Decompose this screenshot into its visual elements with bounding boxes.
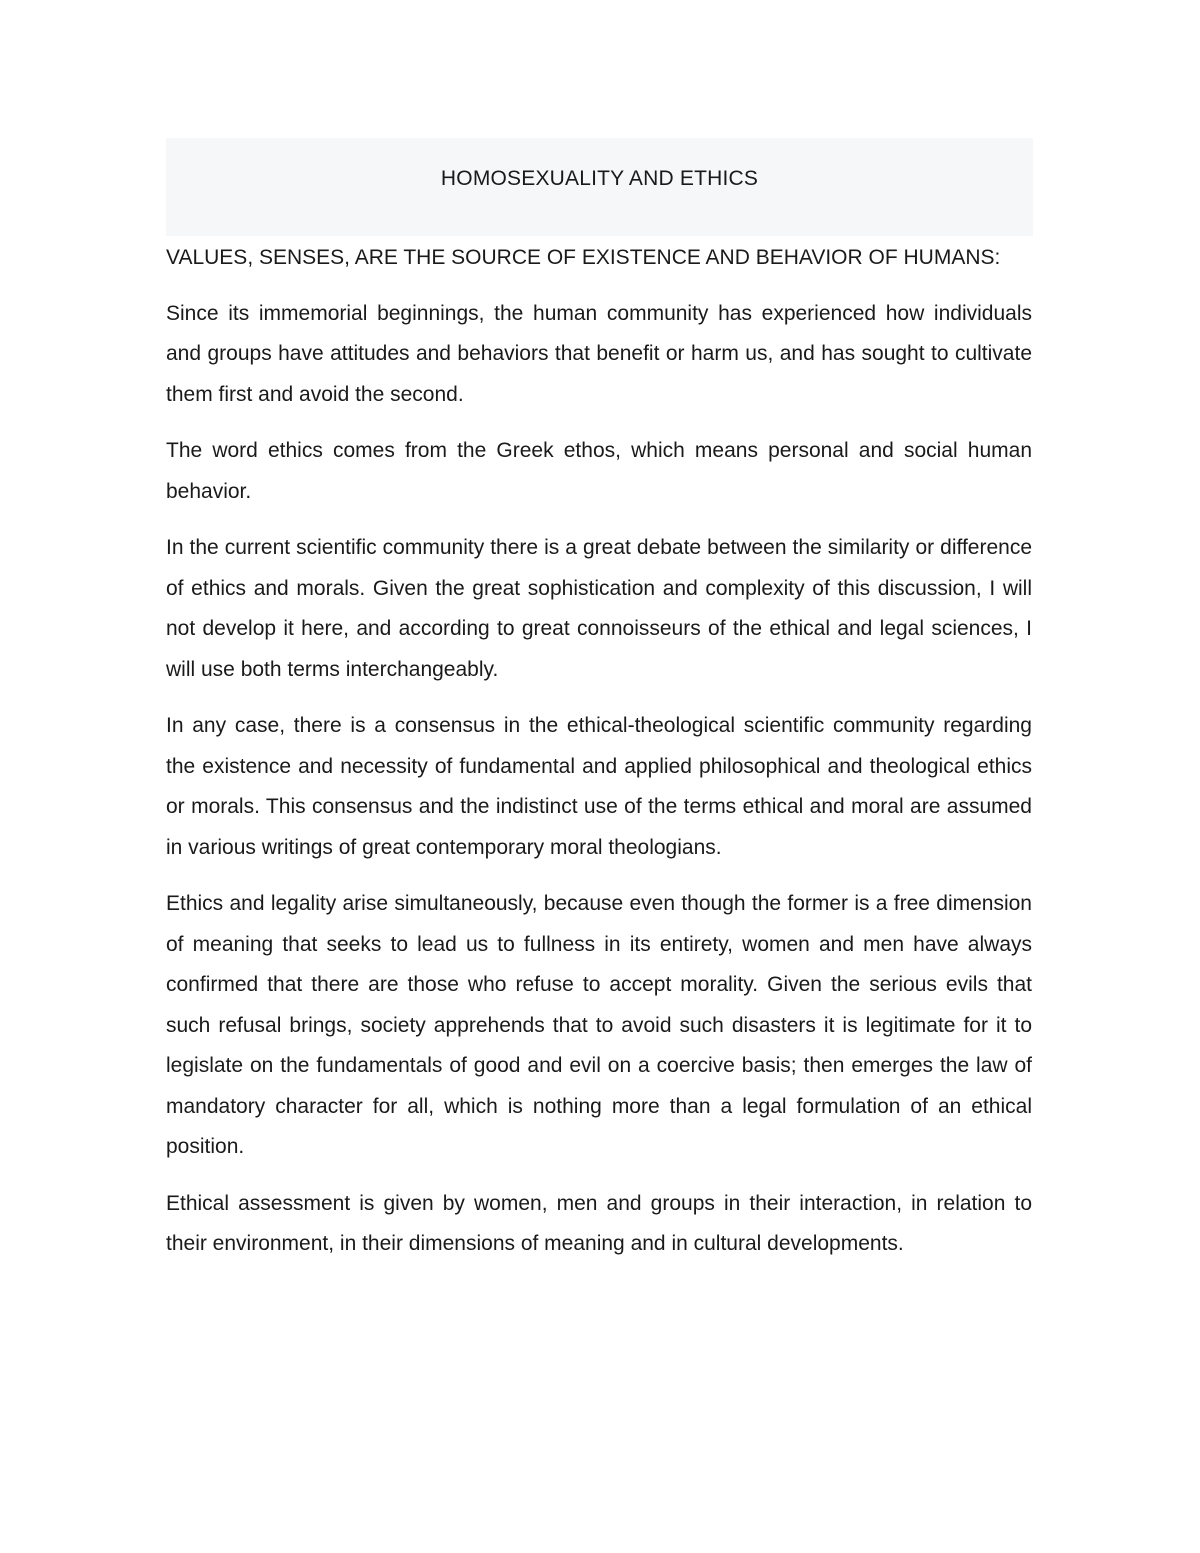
document-body	[166, 238, 1032, 1281]
paragraph-5: Ethics and legality arise simultaneously, because even though the former is a free dimension of meaning that seeks to lead us to fullness in its entirety, women and men have always confirmed that there are those who refuse to accept morality. Given the serious evils that such refusal brings, society apprehends that to avoid such disasters it is legitimate for it to legislate on the fundamentals of good and evil on a coercive basis; then emerges the law of mandatory character for all, which is nothing more than a legal formulation of an ethical position.	[166, 892, 1032, 1158]
paragraph-6: Ethical assessment is given by women, men and groups in their interaction, in relation to their environment, in their dimensions of meaning and in cultural developments.	[166, 1191, 1032, 1255]
section-heading: VALUES, SENSES, ARE THE SOURCE OF EXISTENCE AND BEHAVIOR OF HUMANS:	[166, 246, 1001, 269]
title-block	[166, 138, 1033, 236]
document-title: HOMOSEXUALITY AND ETHICS	[440, 167, 759, 190]
paragraph-4: In any case, there is a consensus in the ethical-theological scientific community regarding the existence and necessity of fundamental and applied philosophical and theological ethics or morals. This consensus and the indistinct use of the terms ethical and moral are assumed in various writings of great contemporary moral theologians.	[166, 714, 1032, 859]
paragraph-1: Since its immemorial beginnings, the human community has experienced how individuals and groups have attitudes and behaviors that benefit or harm us, and has sought to cultivate them first and avoid the second.	[166, 301, 1032, 406]
paragraph-3: In the current scientific community there is a great debate between the similarity or difference of ethics and morals. Given the great sophistication and complexity of this discussion, I will not develop it here, and according to great connoisseurs of the ethical and legal sciences, I will use both terms interchangeably.	[166, 536, 1032, 681]
paragraph-2: The word ethics comes from the Greek ethos, which means personal and social human behavior.	[166, 439, 1032, 503]
